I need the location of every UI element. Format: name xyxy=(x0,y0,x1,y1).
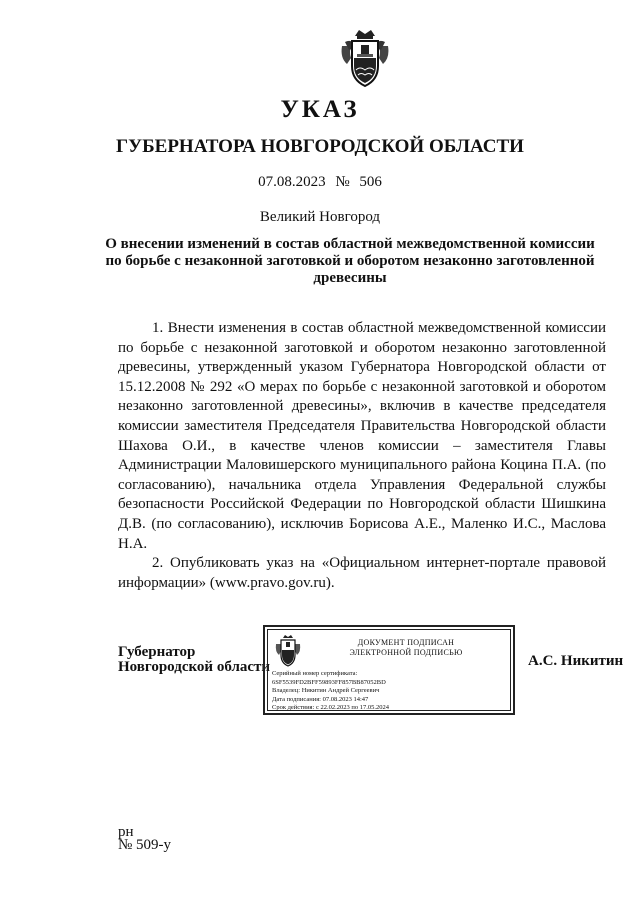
stamp-header xyxy=(306,638,506,658)
document-number: 506 xyxy=(359,174,382,190)
registration-number: № 509-у xyxy=(118,837,172,853)
document-date: 07.08.2023 xyxy=(258,174,326,190)
signer-name: А.С. Никитин xyxy=(528,653,624,669)
stamp-header-line-2: ЭЛЕКТРОННОЙ ПОДПИСЬЮ xyxy=(349,648,463,657)
serial-label: Серийный номер сертификата: xyxy=(272,670,358,677)
signer-title-line-2: Новгородской области xyxy=(118,659,271,675)
issuer-title: ГУБЕРНАТОРА НОВГОРОДСКОЙ ОБЛАСТИ xyxy=(116,136,524,157)
stamp-header-line-1: ДОКУМЕНТ ПОДПИСАН xyxy=(357,638,455,647)
serial-number: 6SF5539FD2BFF59893FF857BB87052BD xyxy=(272,678,386,686)
date-number-line xyxy=(0,174,640,191)
document-title: УКАЗ xyxy=(280,96,360,123)
signer-title xyxy=(118,645,270,675)
number-sign: № xyxy=(335,174,350,190)
city: Великий Новгород xyxy=(259,209,381,225)
document-subject: О внесении изменений в состав областной межведомственной комиссии по борьбе с незаконной заготовкой и оборотом незаконно заготовленной древесины xyxy=(105,236,595,286)
registration-footer xyxy=(118,826,171,852)
novgorod-coat-of-arms-icon xyxy=(339,28,391,90)
paragraph-2: 2. Опубликовать указ на «Официальном интернет-портале правовой информации» (www.pravo.gov.ru). xyxy=(118,555,606,591)
electronic-signature-stamp xyxy=(263,625,515,715)
certificate-owner: Владелец: Никитин Андрей Сергеевич xyxy=(272,687,380,694)
validity-period: Срок действия: с 22.02.2023 по 17.05.2024 xyxy=(272,704,389,711)
document-body xyxy=(118,319,606,593)
coat-of-arms-icon xyxy=(274,634,302,668)
paragraph-1: 1. Внести изменения в состав областной межведомственной комиссии по борьбе с незаконной заготовкой и оборотом незаконно заготовленной древесины, утвержденный указом Губернатора Новгородской области от 15.12.2008 № 292 «О мерах по борьбе с незаконной заготовкой и оборотом незаконно заготовленной древесины», включив в качестве председателя комиссии заместителя Председателя Правительства Новгородской области Шахова О.И., в качестве членов комиссии – заместителя Главы Администрации Маловишерского муниципального района Коцина П.А. (по согласованию), начальника отдела Управления Федеральной службы безопасности Российской Федерации по Новгородской области Шишкина Д.В. (по согласованию), исключив Борисова А.Е., Маленко И.С., Маслова Н.А. xyxy=(118,320,606,552)
stamp-details xyxy=(272,670,389,713)
signing-date: Дата подписания: 07.08.2023 14:47 xyxy=(272,695,369,703)
executor-initials: рн xyxy=(118,824,134,840)
signer-title-line-1: Губернатор xyxy=(118,644,196,660)
